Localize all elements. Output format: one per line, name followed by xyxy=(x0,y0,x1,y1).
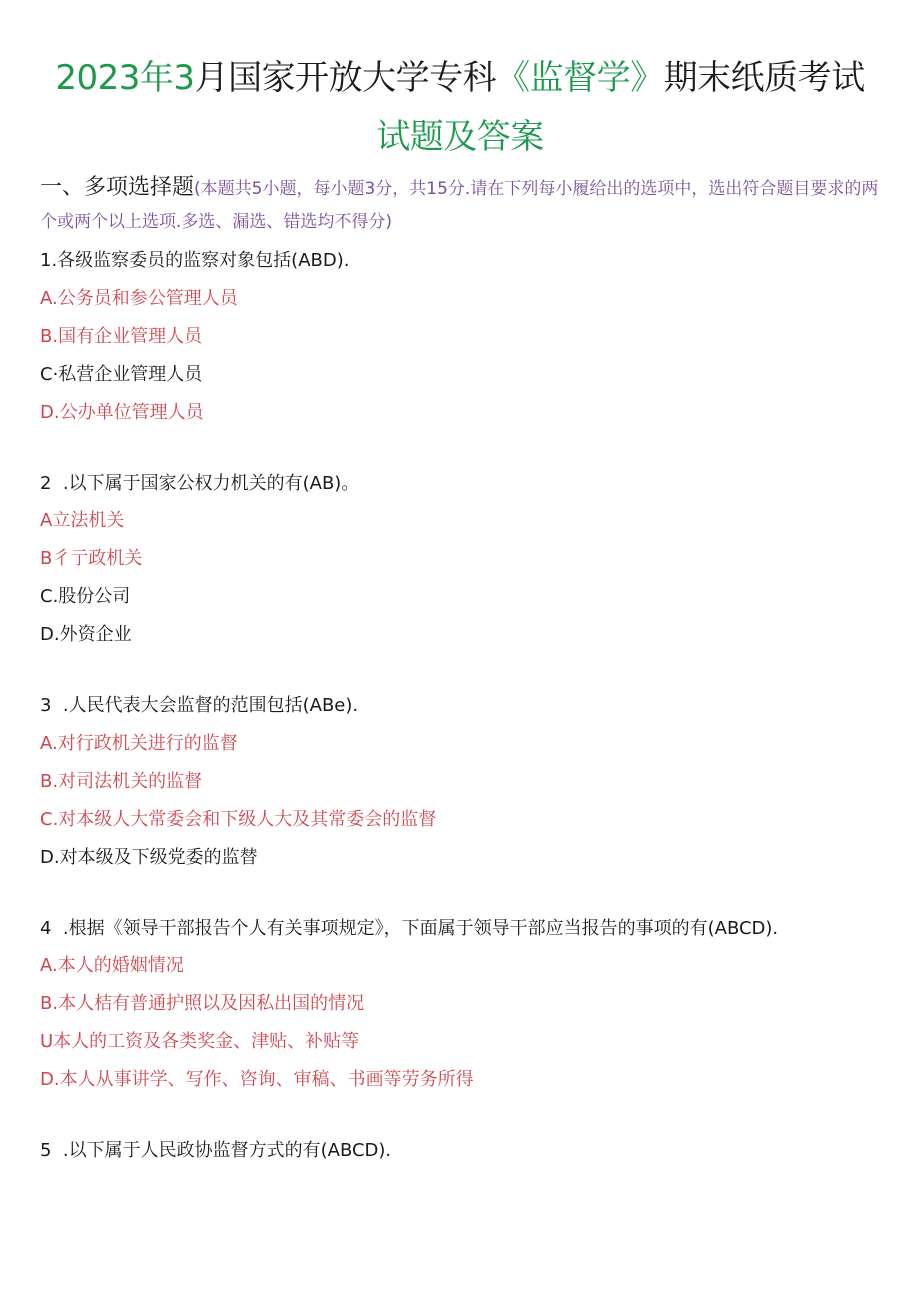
document-title xyxy=(0,58,920,98)
question-3-option-d: D.对本级及下级党委的监替 xyxy=(40,847,258,868)
question-3-option-b: B.对司法机关的监督 xyxy=(40,771,203,792)
question-3-stem: 3 .人民代表大会监督的范围包括(ABe). xyxy=(40,695,359,716)
question-4-option-d: D.本人从事讲学、写作、咨询、审稿、书画等劳务所得 xyxy=(40,1069,474,1090)
question-1-option-c: C·私营企业管理人员 xyxy=(40,364,203,385)
question-4-option-b: B.本人桔有普通护照以及因私出国的情况 xyxy=(40,993,365,1014)
section-heading xyxy=(40,172,880,238)
question-3-option-a: A.对行政机关进行的监督 xyxy=(40,733,238,754)
question-5-stem: 5 .以下属于人民政协监督方式的有(ABCD). xyxy=(40,1140,392,1161)
question-2-option-a: A立法机关 xyxy=(40,510,125,531)
question-2-option-c: C.股份公司 xyxy=(40,586,131,607)
question-1-option-a: A.公务员和参公管理人员 xyxy=(40,288,238,309)
title-year: 2023年3 xyxy=(55,58,195,98)
section-instructions: (本题共5小题，每小题3分，共15分.请在下列每小履给出的选项中，选出符合题目要求的两个或两个以上选项.多选、漏选、错选均不得分) xyxy=(40,179,879,232)
question-1-option-b: B.国有企业管理人员 xyxy=(40,326,203,347)
question-2-option-d: D.外资企业 xyxy=(40,624,132,645)
question-3-option-c: C.对本级人大常委会和下级人大及其常委会的监督 xyxy=(40,809,437,830)
title-exam-format: 期末纸质考试 xyxy=(663,58,865,98)
question-1-stem: 1.各级监察委员的监察对象包括(ABD). xyxy=(40,250,350,271)
question-4-stem: 4 .根据《领导干部报告个人有关事项规定》，下面属于领导干部应当报告的事项的有(ABCD). xyxy=(40,918,779,939)
question-2-stem: 2 .以下属于国家公权力机关的有(AB)。 xyxy=(40,473,360,494)
question-2-option-b: B彳亍政机关 xyxy=(40,548,143,569)
question-4-option-a: A.本人的婚姻情况 xyxy=(40,955,184,976)
question-4-option-c: U本人的工资及各类奖金、津贴、补贴等 xyxy=(40,1031,360,1052)
question-1-option-d: D.公办单位管理人员 xyxy=(40,402,204,423)
title-course: 《监督学》 xyxy=(496,58,664,98)
document-subtitle: 试题及答案 xyxy=(376,117,544,157)
section-title: 一、多项选择题 xyxy=(40,175,195,200)
title-exam-type: 月国家开放大学专科 xyxy=(194,58,497,98)
